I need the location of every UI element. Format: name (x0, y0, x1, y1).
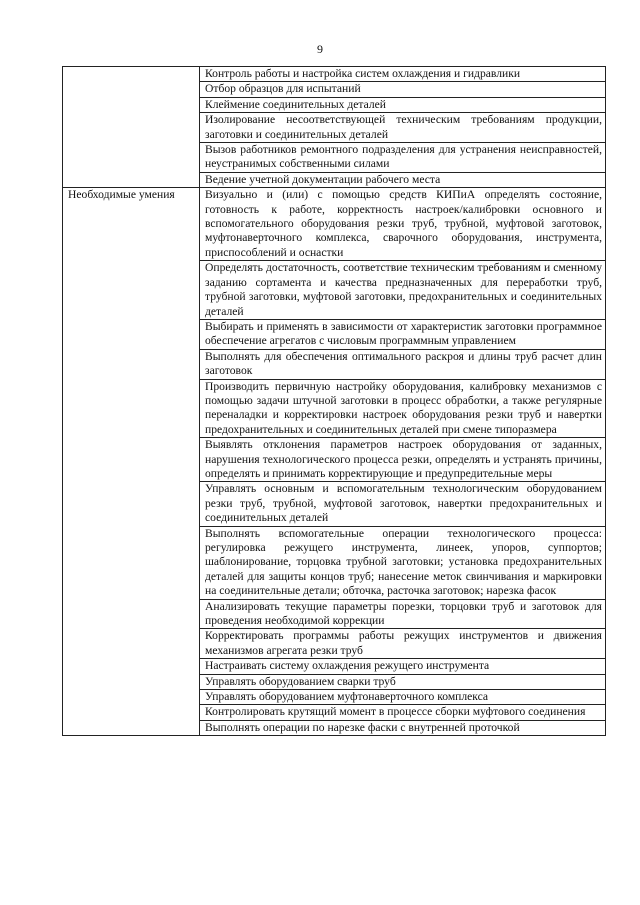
table-label-cell: Необходимые умения (63, 188, 200, 736)
table-cell: Выполнять вспомогательные операции технологического процесса: регулировка режущего инструмента, линеек, упоров, суппортов; шаблонирование, торцовка трубной заготовки; установка предохранительных деталей для защиты концов труб; нанесение меток свинчивания и маркировки на соединительные детали; обточка, расточка заготовок; нарезка фасок (200, 526, 606, 599)
table-cell: Управлять оборудованием сварки труб (200, 674, 606, 689)
table-cell: Клеймение соединительных деталей (200, 97, 606, 112)
page-number: 9 (317, 42, 323, 56)
table-cell: Выбирать и применять в зависимости от характеристик заготовки программное обеспечение агрегатов с числовым программным управлением (200, 319, 606, 349)
competency-table (62, 66, 606, 736)
table-cell: Ведение учетной документации рабочего места (200, 172, 606, 187)
table-cell: Отбор образцов для испытаний (200, 82, 606, 97)
table-cell: Контролировать крутящий момент в процессе сборки муфтового соединения (200, 705, 606, 720)
table-row (63, 188, 606, 261)
table-cell: Вызов работников ремонтного подразделения для устранения неисправностей, неустранимых собственными силами (200, 143, 606, 173)
table-cell: Изолирование несоответствующей техническим требованиям продукции, заготовки и соединительных деталей (200, 113, 606, 143)
table-cell: Корректировать программы работы режущих инструментов и движения механизмов агрегата резки труб (200, 629, 606, 659)
table-cell: Настраивать систему охлаждения режущего инструмента (200, 659, 606, 674)
table-cell: Визуально и (или) с помощью средств КИПиА определять состояние, готовность к работе, корректность настроек/калибровки основного и вспомогательного оборудования резки труб, трубной, муфтовой заготовок, муфтонаверточного комплекса, сварочного оборудования, инструмента, приспособлений и оснастки (200, 188, 606, 261)
table-cell: Выполнять операции по нарезке фаски с внутренней проточкой (200, 720, 606, 735)
table-cell: Определять достаточность, соответствие техническим требованиям и сменному заданию сортамента и качества предназначенных для переработки труб, трубной заготовки, муфтовой заготовки, предохранительных и соединительных деталей (200, 261, 606, 320)
table-cell: Выполнять для обеспечения оптимального раскроя и длины труб расчет длин заготовок (200, 349, 606, 379)
table-row (63, 67, 606, 82)
table-cell: Анализировать текущие параметры порезки, торцовки труб и заготовок для проведения необходимой коррекции (200, 599, 606, 629)
table-cell: Выявлять отклонения параметров настроек оборудования от заданных, нарушения технологического процесса резки, определять и устранять причины, определять и принимать корректирующие и предупредительные меры (200, 438, 606, 482)
table-cell: Производить первичную настройку оборудования, калибровку механизмов с помощью задачи штучной заготовки в процесс обработки, а также регулярные переналадки и корректировки настроек оборудования резки труб и навертки предохранительных и соединительных деталей при смене типоразмера (200, 379, 606, 438)
table-cell: Контроль работы и настройка систем охлаждения и гидравлики (200, 67, 606, 82)
table-label-cell (63, 67, 200, 188)
table-cell: Управлять оборудованием муфтонаверточного комплекса (200, 690, 606, 705)
table-cell: Управлять основным и вспомогательным технологическим оборудованием резки труб, трубной, муфтовой заготовок, навертки предохранительных и соединительных деталей (200, 482, 606, 526)
